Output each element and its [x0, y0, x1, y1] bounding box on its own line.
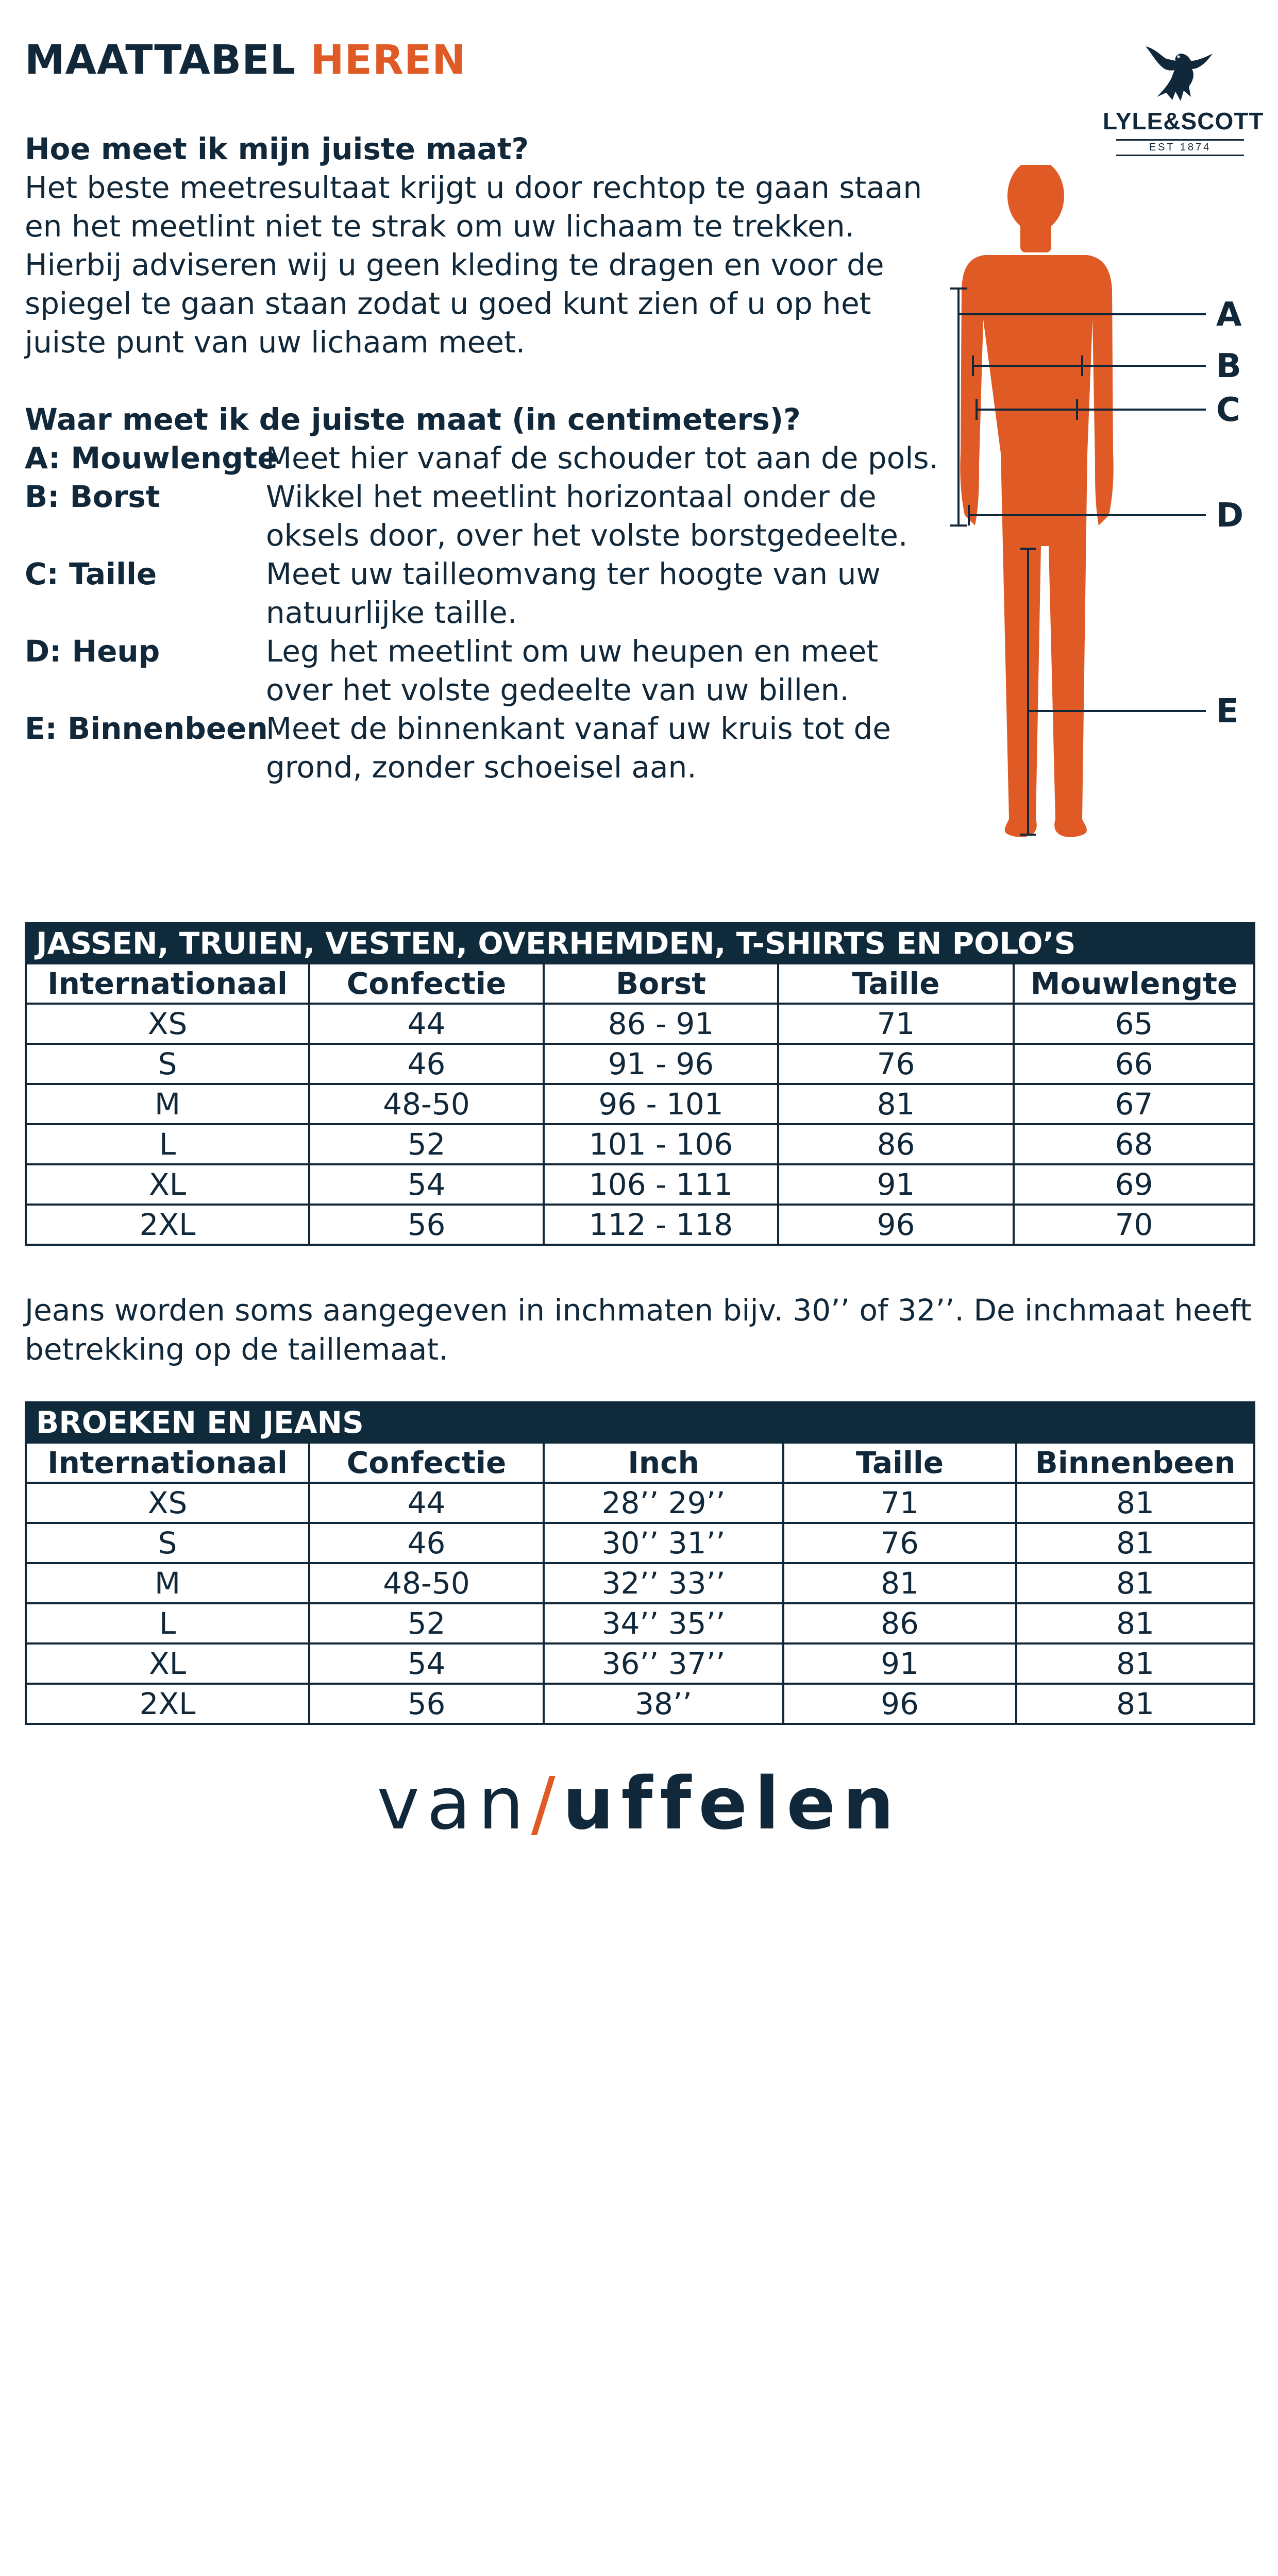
- table-cell: 101 - 106: [544, 1124, 778, 1164]
- table-cell: 86: [778, 1124, 1014, 1164]
- table-cell: M: [26, 1563, 309, 1603]
- column-header: Confectie: [309, 963, 544, 1004]
- table-cell: 76: [778, 1044, 1014, 1084]
- table-cell: 81: [1016, 1523, 1254, 1563]
- table-cell: 81: [1016, 1483, 1254, 1523]
- definition-key: B: Borst: [25, 479, 160, 514]
- title-accent: HEREN: [310, 37, 466, 83]
- table-header-row: [26, 963, 1254, 1004]
- label-e: E: [1216, 692, 1239, 731]
- table-row: [26, 1603, 1254, 1643]
- table-cell: 38’’: [544, 1684, 783, 1724]
- table-cell: 96: [778, 1205, 1014, 1245]
- column-header: Internationaal: [26, 963, 309, 1004]
- table-row: [26, 1523, 1254, 1563]
- table-cell: M: [26, 1084, 309, 1124]
- table-cell: 91: [778, 1164, 1014, 1205]
- definition-c: [25, 555, 942, 632]
- table-cell: 91: [783, 1643, 1016, 1684]
- intro-text: Het beste meetresultaat krijgt u door rechtop te gaan staan en het meetlint niet te strak om uw lichaam te trekken. Hierbij adviseren wij u geen kleding te dragen en voor de spiegel te gaan staan zodat u goed kunt zien of u op het juiste punt van uw lichaam meet.: [25, 170, 922, 360]
- definition-text: Wikkel het meetlint horizontaal onder de oksels door, over het volste borstgedeelte.: [266, 479, 908, 553]
- footer-logo-part2: uffelen: [562, 1762, 901, 1846]
- body-silhouette: [960, 165, 1113, 837]
- table-cell: 54: [309, 1164, 544, 1205]
- table-cell: 68: [1014, 1124, 1254, 1164]
- table-cell: 106 - 111: [544, 1164, 778, 1205]
- definition-b: [25, 478, 942, 555]
- footer-logo-part1: van: [377, 1762, 531, 1846]
- table-cell: 56: [309, 1684, 544, 1724]
- table-cell: 65: [1014, 1004, 1254, 1044]
- column-header: Taille: [783, 1443, 1016, 1483]
- definition-a: [25, 439, 942, 478]
- table-row: [26, 1205, 1254, 1245]
- table-row: [26, 1044, 1254, 1084]
- table-cell: 76: [783, 1523, 1016, 1563]
- table-cell: 81: [1016, 1643, 1254, 1684]
- table-cell: XS: [26, 1483, 309, 1523]
- table-cell: 52: [309, 1603, 544, 1643]
- table-cell: 67: [1014, 1084, 1254, 1124]
- inch-size-note: Jeans worden soms aangegeven in inchmaten bijv. 30’’ of 32’’. De inchmaat heeft betrekking op de taillemaat.: [25, 1293, 1252, 1367]
- table-cell: 56: [309, 1205, 544, 1245]
- table-cell: 44: [309, 1004, 544, 1044]
- table-title: BROEKEN EN JEANS: [26, 1402, 1254, 1443]
- table-cell: 81: [1016, 1603, 1254, 1643]
- table-cell: 48-50: [309, 1084, 544, 1124]
- table-cell: L: [26, 1124, 309, 1164]
- table-cell: 28’’ 29’’: [544, 1483, 783, 1523]
- definition-text: Meet hier vanaf de schouder tot aan de pols.: [266, 440, 938, 476]
- table-cell: 91 - 96: [544, 1044, 778, 1084]
- table-cell: 81: [778, 1084, 1014, 1124]
- table-cell: 48-50: [309, 1563, 544, 1603]
- definition-key: C: Taille: [25, 556, 157, 591]
- table-cell: 2XL: [26, 1684, 309, 1724]
- table-row: [26, 1563, 1254, 1603]
- label-d: D: [1216, 497, 1244, 535]
- table-cell: XS: [26, 1004, 309, 1044]
- measure-instructions: [25, 130, 942, 787]
- table-row: [26, 1483, 1254, 1523]
- column-header: Taille: [778, 963, 1014, 1004]
- table-cell: 2XL: [26, 1205, 309, 1245]
- table-row: [26, 1124, 1254, 1164]
- definition-text: Leg het meetlint om uw heupen en meet over het volste gedeelte van uw billen.: [266, 634, 879, 707]
- column-header: Mouwlengte: [1014, 963, 1254, 1004]
- definition-text: Meet uw tailleomvang ter hoogte van uw natuurlijke taille.: [266, 556, 881, 630]
- table-cell: 46: [309, 1523, 544, 1563]
- table-cell: S: [26, 1044, 309, 1084]
- table-cell: 44: [309, 1483, 544, 1523]
- label-b: B: [1216, 347, 1241, 385]
- definition-key: E: Binnenbeen: [25, 711, 268, 746]
- table-cell: 32’’ 33’’: [544, 1563, 783, 1603]
- table-cell: 34’’ 35’’: [544, 1603, 783, 1643]
- table-cell: 54: [309, 1643, 544, 1684]
- title-main: MAATTABEL: [25, 37, 296, 83]
- table-row: [26, 1004, 1254, 1044]
- trousers-size-table: [25, 1401, 1255, 1725]
- table-cell: 52: [309, 1124, 544, 1164]
- label-a: A: [1216, 296, 1242, 334]
- column-header: Binnenbeen: [1016, 1443, 1254, 1483]
- table-cell: XL: [26, 1164, 309, 1205]
- body-measurement-figure: [917, 165, 1278, 876]
- table-cell: 86: [783, 1603, 1016, 1643]
- definition-key: D: Heup: [25, 634, 160, 669]
- table-cell: 81: [1016, 1563, 1254, 1603]
- table-cell: 66: [1014, 1044, 1254, 1084]
- column-header: Borst: [544, 963, 778, 1004]
- table-row: [26, 1084, 1254, 1124]
- column-header: Internationaal: [26, 1443, 309, 1483]
- definition-text: Meet de binnenkant vanaf uw kruis tot de grond, zonder schoeisel aan.: [266, 711, 891, 785]
- footer-logo: [0, 1762, 1278, 1846]
- table-header-row: [26, 1443, 1254, 1483]
- table-cell: L: [26, 1603, 309, 1643]
- definition-key: A: Mouwlengte: [25, 440, 278, 476]
- table-cell: XL: [26, 1643, 309, 1684]
- page-title: [25, 37, 466, 83]
- column-header: Confectie: [309, 1443, 544, 1483]
- table-cell: 30’’ 31’’: [544, 1523, 783, 1563]
- footer-logo-slash: /: [531, 1762, 563, 1846]
- table-cell: 69: [1014, 1164, 1254, 1205]
- label-c: C: [1216, 391, 1240, 429]
- table-cell: 70: [1014, 1205, 1254, 1245]
- measure-heading: Waar meet ik de juiste maat (in centimeters)?: [25, 402, 801, 437]
- table-row: [26, 1684, 1254, 1724]
- table-cell: 71: [783, 1483, 1016, 1523]
- table-cell: 36’’ 37’’: [544, 1643, 783, 1684]
- table-cell: 112 - 118: [544, 1205, 778, 1245]
- table-title: JASSEN, TRUIEN, VESTEN, OVERHEMDEN, T-SHIRTS EN POLO’S: [26, 923, 1254, 963]
- table-cell: 71: [778, 1004, 1014, 1044]
- table-cell: 81: [1016, 1684, 1254, 1724]
- brand-est: EST 1874: [1116, 139, 1244, 156]
- definition-e: [25, 709, 942, 787]
- table-cell: 96: [783, 1684, 1016, 1724]
- intro-heading: Hoe meet ik mijn juiste maat?: [25, 131, 529, 166]
- brand-name: LYLE&SCOTT: [1103, 108, 1264, 134]
- table-cell: 81: [783, 1563, 1016, 1603]
- eagle-icon: [1141, 43, 1219, 105]
- tops-size-table: [25, 922, 1255, 1246]
- table-cell: 46: [309, 1044, 544, 1084]
- table-cell: 86 - 91: [544, 1004, 778, 1044]
- column-header: Inch: [544, 1443, 783, 1483]
- table-row: [26, 1164, 1254, 1205]
- table-row: [26, 1643, 1254, 1684]
- definition-d: [25, 632, 942, 709]
- brand-logo: [1103, 43, 1264, 162]
- table-cell: S: [26, 1523, 309, 1563]
- table-cell: 96 - 101: [544, 1084, 778, 1124]
